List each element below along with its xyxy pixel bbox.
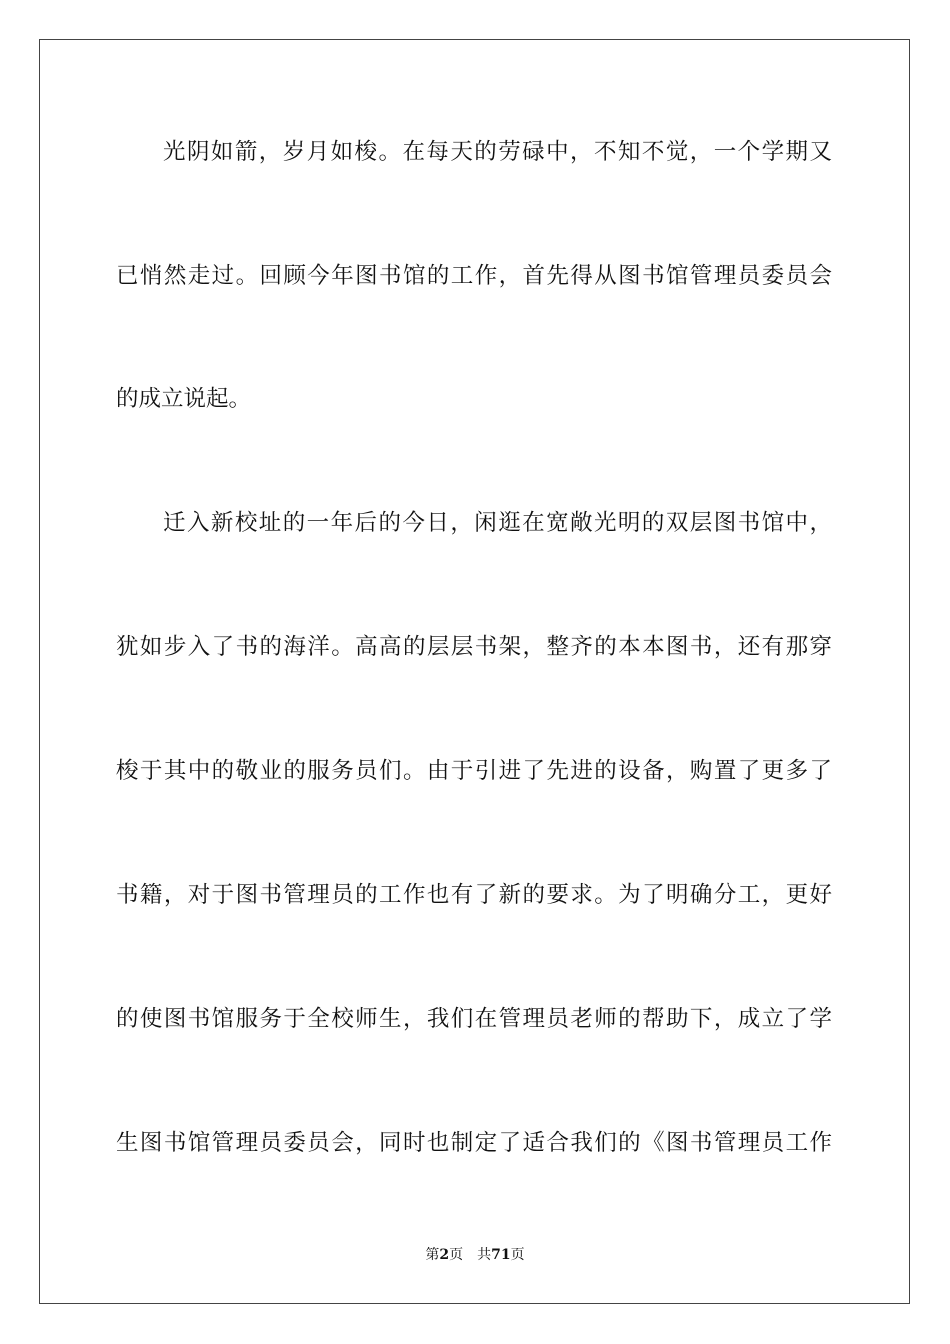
footer-page-prefix: 第 [425,1247,440,1263]
text-line-3: 的成立说起。 [116,386,252,412]
text-line-6: 梭于其中的敬业的服务员们。由于引进了先进的设备，购置了更多了 [116,758,832,784]
footer-total-pages: 71 [491,1247,511,1263]
page-footer [0,1246,950,1264]
footer-total-prefix: 共 [477,1247,492,1263]
page-border [39,39,910,1304]
text-line-9: 生图书馆管理员委员会，同时也制定了适合我们的《图书管理员工作 [116,1130,832,1156]
text-line-7: 书籍，对于图书管理员的工作也有了新的要求。为了明确分工，更好 [116,882,832,908]
footer-page-suffix: 页 [449,1247,464,1263]
footer-total-suffix: 页 [510,1247,525,1263]
text-line-8: 的使图书馆服务于全校师生，我们在管理员老师的帮助下，成立了学 [116,1006,832,1032]
footer-page-number: 2 [439,1247,450,1263]
text-line-2: 已悄然走过。回顾今年图书馆的工作，首先得从图书馆管理员委员会 [116,263,832,289]
text-line-4: 迁入新校址的一年后的今日，闲逛在宽敞光明的双层图书馆中， [163,510,832,536]
text-line-5: 犹如步入了书的海洋。高高的层层书架，整齐的本本图书，还有那穿 [116,634,832,660]
text-line-1: 光阴如箭，岁月如梭。在每天的劳碌中，不知不觉，一个学期又 [163,139,832,165]
